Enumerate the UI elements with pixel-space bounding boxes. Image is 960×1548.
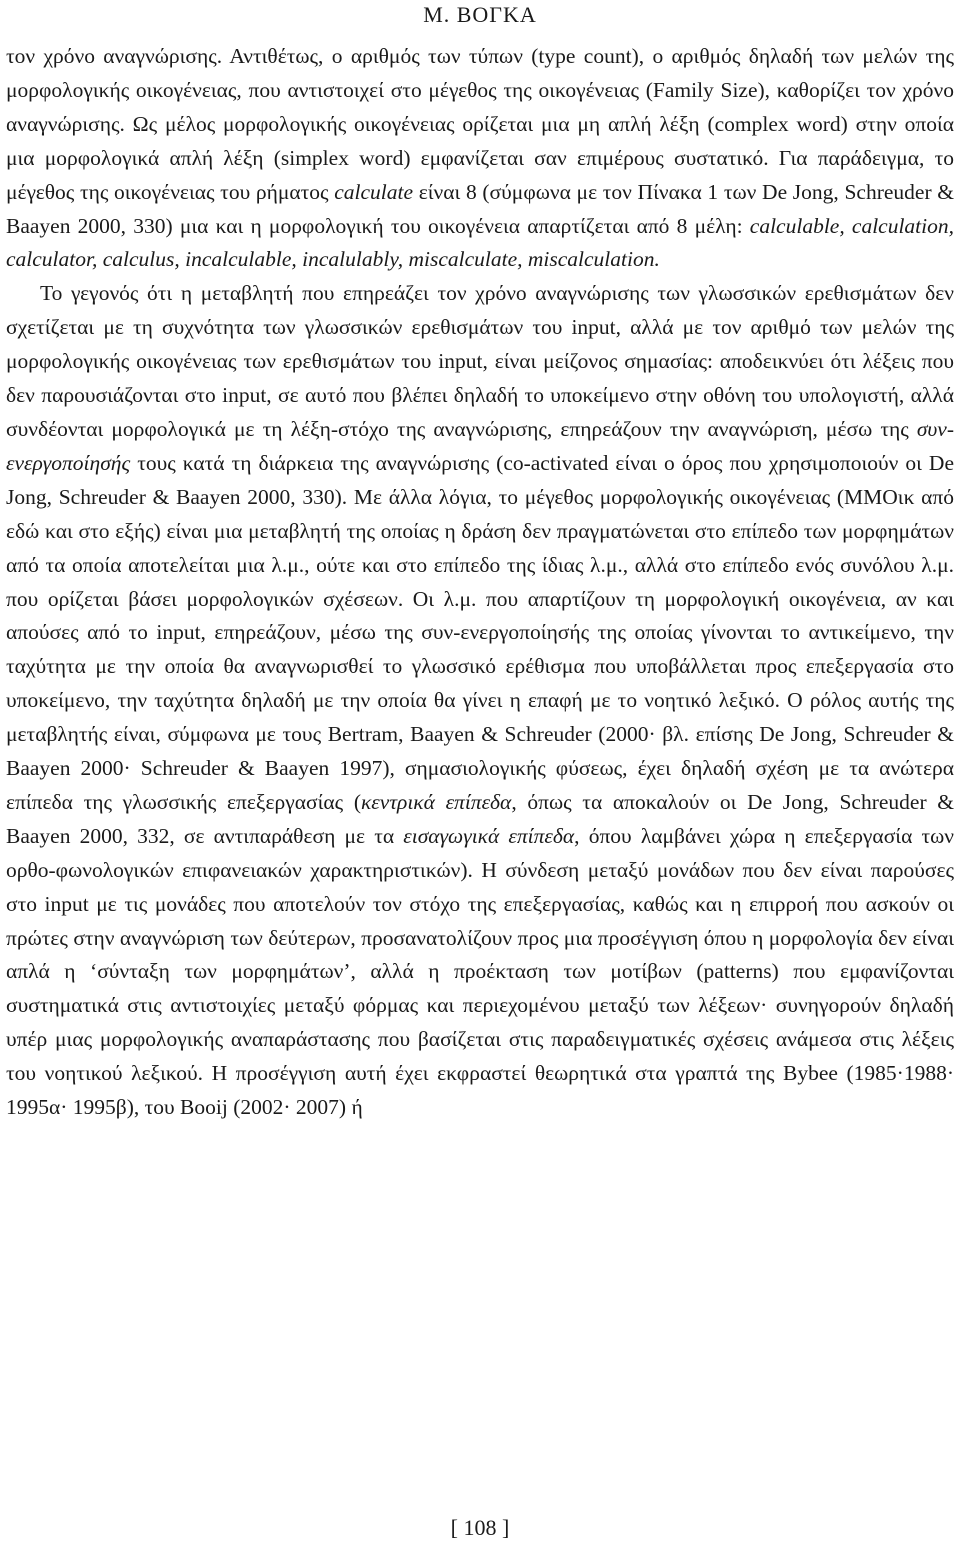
italic-term: calculate xyxy=(334,179,414,204)
text-run: , όπου λαμβάνει χώρα η επεξεργασία των ορθο-φωνολογικών επιφανειακών χαρακτηριστικών). Η σύνδεση μεταξύ μονάδων που δεν είναι παρούσες στο input με τις μονάδες που αποτελούν τον στόχο της επεξεργασίας, καθώς και η επιρροή που ασκούν οι πρώτες στην αναγνώριση των δεύτερων, προσανατολίζουν προς μια προσέγγιση όπου η μορφολογία δεν είναι απλά η ‘σύνταξη των μορφημάτων’, αλλά η προέκταση των μοτίβων (patterns) που εμφανίζονται συστηματικά στις αντιστοιχίες μεταξύ φόρμας και περιεχομένου μεταξύ των λέξεων· συνηγορούν δηλαδή υπέρ μιας μορφολογικής αναπαράστασης που βασίζεται στις παραδειγματικές σχέσεις ανάμεσα στις λέξεις του νοητικού λεξικού. Η προσέγγιση αυτή έχει εκφραστεί θεωρητικά στα γραπτά της Bybee (1985·1988· 1995α· 1995β), του Booij (2002· 2007) ή xyxy=(6,823,954,1120)
page-number: [ 108 ] xyxy=(450,1515,510,1540)
italic-term: συν-ενεργοποίησής xyxy=(6,416,954,475)
text-run: , όπως τα αποκαλούν οι De Jong, Schreuder & Baayen 2000, 332, σε αντιπαράθεση με τα xyxy=(6,789,955,848)
text-run: Το γεγονός ότι η μεταβλητή που επηρεάζει τον χρόνο αναγνώρισης των γλωσσικών ερεθισμάτων δεν σχετίζεται με τη συχνότητα των γλωσσικών ερεθισμάτων του input, αλλά με τον αριθμό των μελών της μορφολογικής οικογένειας των ερεθισμάτων του input, είναι μείζονος σημασίας: αποδεικνύει ότι λέξεις που δεν παρουσιάζονται στο input, σε αυτό που βλέπει δηλαδή το υποκείμενο στην οθόνη του υπολογιστή, αλλά συνδέονται μορφολογικά με τη λέξη-στόχο της αναγνώρισης, επηρεάζουν την αναγνώριση, μέσω της xyxy=(6,281,954,441)
text-run: τους κατά τη διάρκεια της αναγνώρισης (co-activated είναι ο όρος που χρησιμοποιούν οι De Jong, Schreuder & Baayen 2000, 330). Με άλλα λόγια, το μέγεθος μορφολογικής οικογένειας (ΜΜΟικ από εδώ και στο εξής) είναι μια μεταβλητή της οποίας η δράση δεν πραγματώνεται στο επίπεδο των μορφημάτων από τα οποία αποτελείται μια λ.μ., ούτε και στο επίπεδο της ίδιας λ.μ., αλλά στο επίπεδο ενός συνόλου λ.μ. που ορίζεται βάσει μορφολογικών σχέσεων. Οι λ.μ. που απαρτίζουν τη μορφολογική οικογένεια, αν και απούσες από το input, επηρεάζουν, μέσω της συν-ενεργοποίησής της οποίας γίνονται το αντικείμενο, την ταχύτητα με την οποία θα αναγνωρισθεί το γλωσσικό ερέθισμα που υποβάλλεται προς επεξεργασία στο υποκείμενο, την ταχύτητα δηλαδή με την οποία θα γίνει η επαφή με το νοητικό λεξικό. Ο ρόλος αυτής της μεταβλητής είναι, σύμφωνα με τους Bertram, Baayen & Schreuder (2000· βλ. επίσης De Jong, Schreuder & Baayen 2000· Schreuder & Baayen 1997), σημασιολογικής φύσεως, έχει δηλαδή σχέση με τα ανώτερα επίπεδα της γλωσσικής επεξεργασίας ( xyxy=(6,450,954,814)
body-text xyxy=(6,40,954,1125)
italic-term: εισαγωγικά επίπεδα xyxy=(403,823,575,848)
paragraph xyxy=(6,277,954,1125)
italic-word-list: calculable, calculation, calculator, calculus, incalculable, incalulably, miscalculate, miscalculation. xyxy=(6,213,955,272)
text-run: είναι 8 (σύμφωνα με τον Πίνακα 1 των De Jong, Schreuder & Baayen 2000, 330) μια και η μορφολογική του οικογένεια απαρτίζεται από 8 μέλη: xyxy=(6,179,954,238)
paragraph-continued xyxy=(6,40,954,277)
text-run: τον χρόνο αναγνώρισης. Αντιθέτως, ο αριθμός των τύπων (type count), ο αριθμός δηλαδή των μελών της μορφολογικής οικογένειας, που αντιστοιχεί στο μέγεθος της οικογένειας (Family Size), καθορίζει τον χρόνο αναγνώρισης. Ως μέλος μορφολογικής οικογένειας ορίζεται μια μη απλή λέξη (complex word) στην οποία μια μορφολογικά απλή λέξη (simplex word) εμφανίζεται σαν επιμέρους συστατικό. Για παράδειγμα, το μέγεθος της οικογένειας του ρήματος xyxy=(6,44,954,204)
running-head: Μ. ΒΟΓΚΑ xyxy=(423,2,537,27)
italic-term: κεντρικά επίπεδα xyxy=(360,789,512,814)
